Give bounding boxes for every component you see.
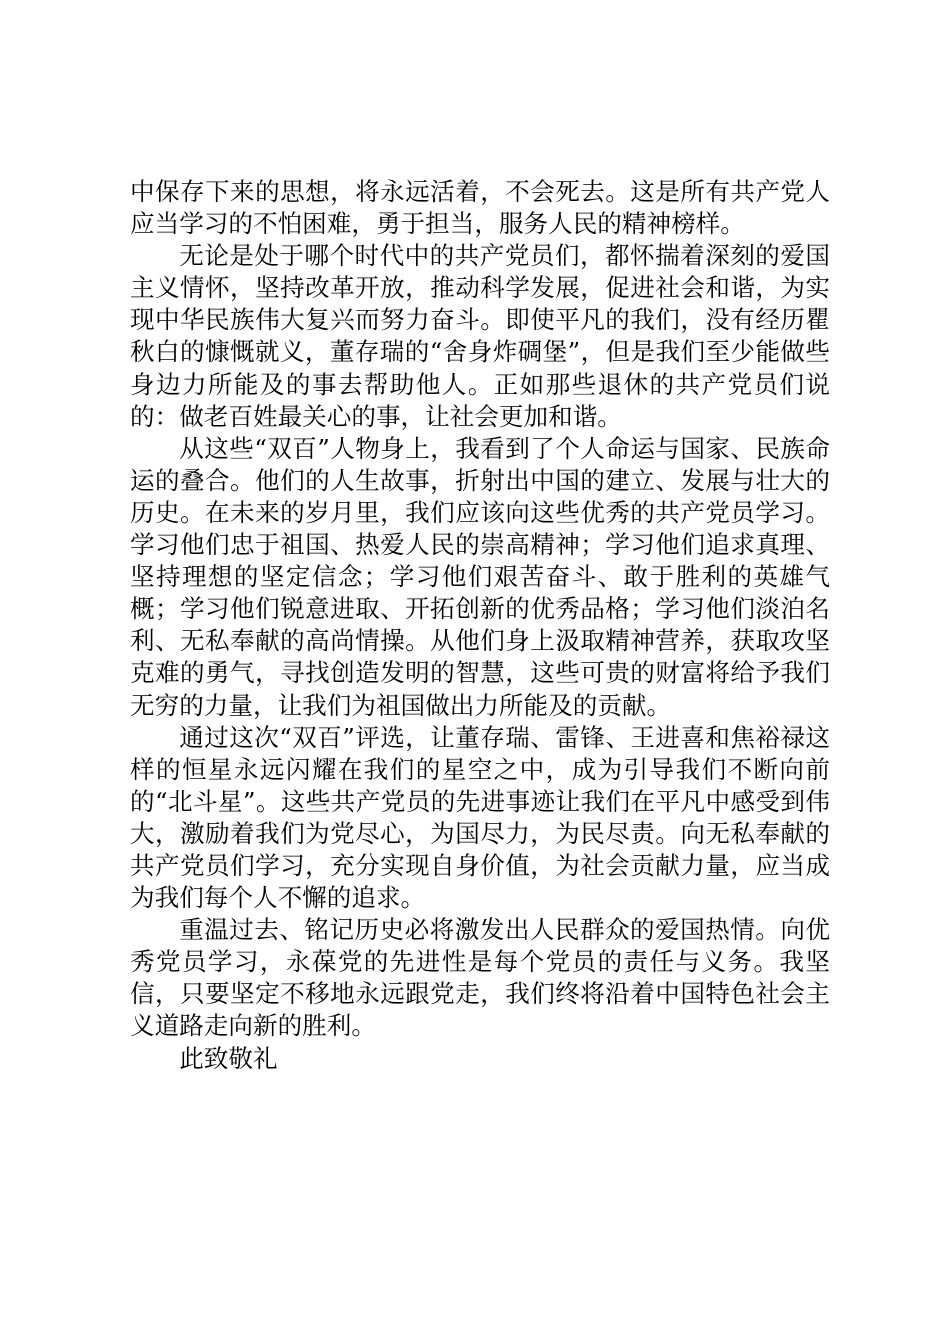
paragraph: 重温过去、铭记历史必将激发出人民群众的爱国热情。向优秀党员学习，永葆党的先进性是每个党员的责任与义务。我坚信，只要坚定不移地永远跟党走，我们终将沿着中国特色社会主义道路走向新的胜利。 bbox=[130, 915, 830, 1041]
paragraph: 从这些“双百”人物身上，我看到了个人命运与国家、民族命运的叠合。他们的人生故事，折射出中国的建立、发展与壮大的历史。在未来的岁月里，我们应该向这些优秀的共产党员学习。学习他们忠于祖国、热爱人民的崇高精神；学习他们追求真理、坚持理想的坚定信念；学习他们艰苦奋斗、敢于胜利的英雄气概；学习他们锐意进取、开拓创新的优秀品格；学习他们淡泊名利、无私奉献的高尚情操。从他们身上汲取精神营养，获取攻坚克难的勇气，寻找创造发明的智慧，这些可贵的财富将给予我们无穷的力量，让我们为祖国做出力所能及的贡献。 bbox=[130, 433, 830, 720]
document-body bbox=[130, 176, 830, 1075]
paragraph: 通过这次“双百”评选，让董存瑞、雷锋、王进喜和焦裕禄这样的恒星永远闪耀在我们的星空之中，成为引导我们不断向前的“北斗星”。这些共产党员的先进事迹让我们在平凡中感受到伟大，激励着我们为党尽心，为国尽力，为民尽责。向无私奉献的共产党员们学习，充分实现自身价值，为社会贡献力量，应当成为我们每个人不懈的追求。 bbox=[130, 722, 830, 913]
paragraph-continued: 中保存下来的思想，将永远活着，不会死去。这是所有共产党人应当学习的不怕困难，勇于担当，服务人民的精神榜样。 bbox=[130, 177, 830, 239]
closing-salutation: 此致敬礼 bbox=[179, 1043, 278, 1073]
paragraph: 无论是处于哪个时代中的共产党员们，都怀揣着深刻的爱国主义情怀，坚持改革开放，推动科学发展，促进社会和谐，为实现中华民族伟大复兴而努力奋斗。即使平凡的我们，没有经历瞿秋白的慷慨就义，董存瑞的“舍身炸碉堡”，但是我们至少能做些身边力所能及的事去帮助他人。正如那些退休的共产党员们说的：做老百姓最关心的事，让社会更加和谐。 bbox=[130, 241, 830, 431]
